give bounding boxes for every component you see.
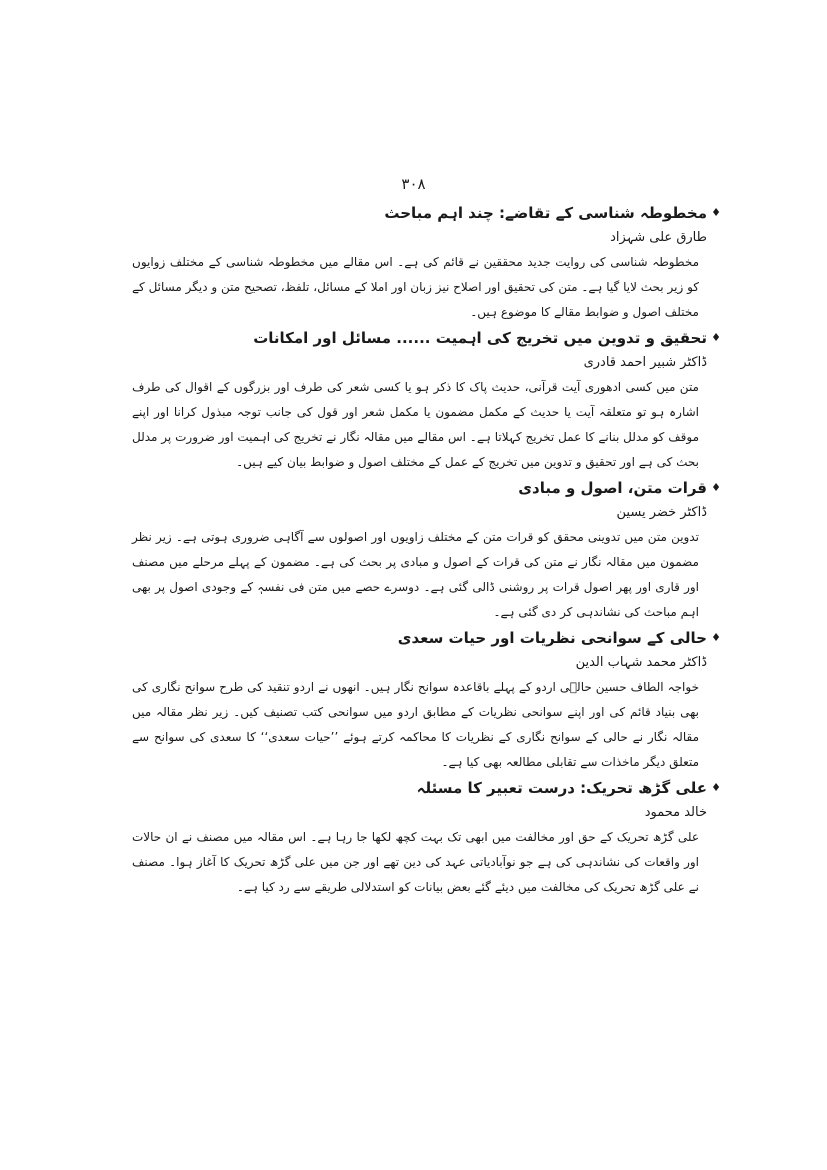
entry-abstract: مخطوطہ شناسی کی روایت جدید محققین نے قائم کی ہے۔ اس مقالے میں مخطوطہ شناسی کے مختلف زوایوں کو زیر بحث لایا گیا ہے۔ متن کی تحقیق اور اصلاح نیز زبان اور املا کے مسائل، تلفظ، تصحیح متن و دیگر مسائل کے مختلف اصول و ضوابط مقالے کا موضوع ہیں۔ bbox=[132, 255, 699, 319]
entry-title-text: قرات متن، اصول و مبادی bbox=[518, 479, 707, 497]
entry-title bbox=[132, 200, 721, 226]
entry-title bbox=[132, 625, 721, 651]
bullet-diamond-icon: ♦ bbox=[711, 781, 721, 794]
entry-title bbox=[132, 325, 721, 351]
entry-title-text: حالی کے سوانحی نظریات اور حیات سعدی bbox=[397, 629, 707, 647]
bullet-diamond-icon: ♦ bbox=[711, 481, 721, 494]
entry-abstract: تدوین متن میں تدوینی محقق کو قرات متن کے مختلف زاویوں اور اصولوں سے آگاہی ضروری ہوتی ہے۔ زیر نظر مضمون میں مقالہ نگار نے متن کی قرات کے اصول و مبادی پر بحث کی ہے۔ مضمون کے پہلے مرحلے میں مصنف اور قاری اور پھر اصول قرات پر روشنی ڈالی گئی ہے۔ دوسرے حصے میں متن فی نفسہٖ کے وجودی اصول پر بھی اہم مباحث کی نشاندہی کر دی گئی ہے۔ bbox=[132, 530, 699, 619]
abstract-entry bbox=[132, 775, 721, 900]
entry-author: ڈاکٹر خضر یسین bbox=[616, 505, 707, 520]
entry-title-text: علی گڑھ تحریک: درست تعبیر کا مسئلہ bbox=[416, 779, 707, 797]
entry-title bbox=[132, 475, 721, 501]
entry-author: خالد محمود bbox=[644, 805, 707, 820]
entry-abstract: خواجہ الطاف حسین حالؔی اردو کے پہلے باقاعدہ سوانح نگار ہیں۔ انھوں نے اردو تنقید کی طرح سوانح نگاری کی بھی بنیاد قائم کی اور اپنے سوانحی نظریات کے مطابق اردو میں سوانحی کتب تصنیف کیں۔ زیر نظر مقالہ میں مقالہ نگار نے حالی کے سوانح نگاری کے نظریات کا محاکمہ کرتے ہوئے ’’حیات سعدی‘‘ کا سعدی کی سوانح سے متعلق دیگر ماخذات سے تقابلی مطالعہ بھی کیا ہے۔ bbox=[132, 680, 699, 769]
bullet-diamond-icon: ♦ bbox=[711, 206, 721, 219]
entry-abstract: متن میں کسی ادھوری آیت قرآنی، حدیث پاک کا ذکر ہو یا کسی شعر کی طرف اور بزرگوں کے اقوال کی طرف اشارہ ہو تو متعلقہ آیت یا حدیث کے مکمل مضمون یا مکمل شعر اور قول کی جانب توجہ مبذول کرانا اور اپنے موقف کو مدلل بنانے کا عمل تخریج کہلاتا ہے۔ اس مقالے میں مقالہ نگار نے تخریج کی اہمیت اور ضرورت پر مدلل بحث کی ہے اور تحقیق و تدوین میں تخریج کے عمل کے مختلف اصول و ضوابط بیان کیے ہیں۔ bbox=[132, 380, 699, 469]
entry-author: ڈاکٹر شبیر احمد قادری bbox=[583, 355, 707, 370]
bullet-diamond-icon: ♦ bbox=[711, 631, 721, 644]
entry-title-text: تحقیق و تدوین میں تخریج کی اہمیت ...... مسائل اور امکانات bbox=[253, 329, 707, 347]
entry-author: ڈاکٹر محمد شہاب الدین bbox=[575, 655, 707, 670]
abstracts-list bbox=[132, 200, 721, 900]
entry-title-text: مخطوطہ شناسی کے تقاضے: چند اہم مباحث bbox=[384, 204, 707, 222]
entry-abstract: علی گڑھ تحریک کے حق اور مخالفت میں ابھی تک بہت کچھ لکھا جا رہا ہے۔ اس مقالہ میں مصنف نے ان حالات اور واقعات کی نشاندہی کی ہے جو نوآبادیاتی عہد کی دین تھے اور جن میں علی گڑھ تحریک کا آغاز ہوا۔ مصنف نے علی گڑھ تحریک کی مخالفت میں دیئے گئے بعض بیانات کو استدلالی طریقے سے رد کیا ہے۔ bbox=[132, 830, 699, 894]
bullet-diamond-icon: ♦ bbox=[711, 331, 721, 344]
abstract-entry bbox=[132, 325, 721, 475]
page-number: ۳۰۸ bbox=[401, 175, 426, 193]
abstract-entry bbox=[132, 625, 721, 775]
abstract-entry bbox=[132, 200, 721, 325]
entry-author: طارق علی شہزاد bbox=[610, 230, 707, 245]
entry-title bbox=[132, 775, 721, 801]
abstract-entry bbox=[132, 475, 721, 625]
